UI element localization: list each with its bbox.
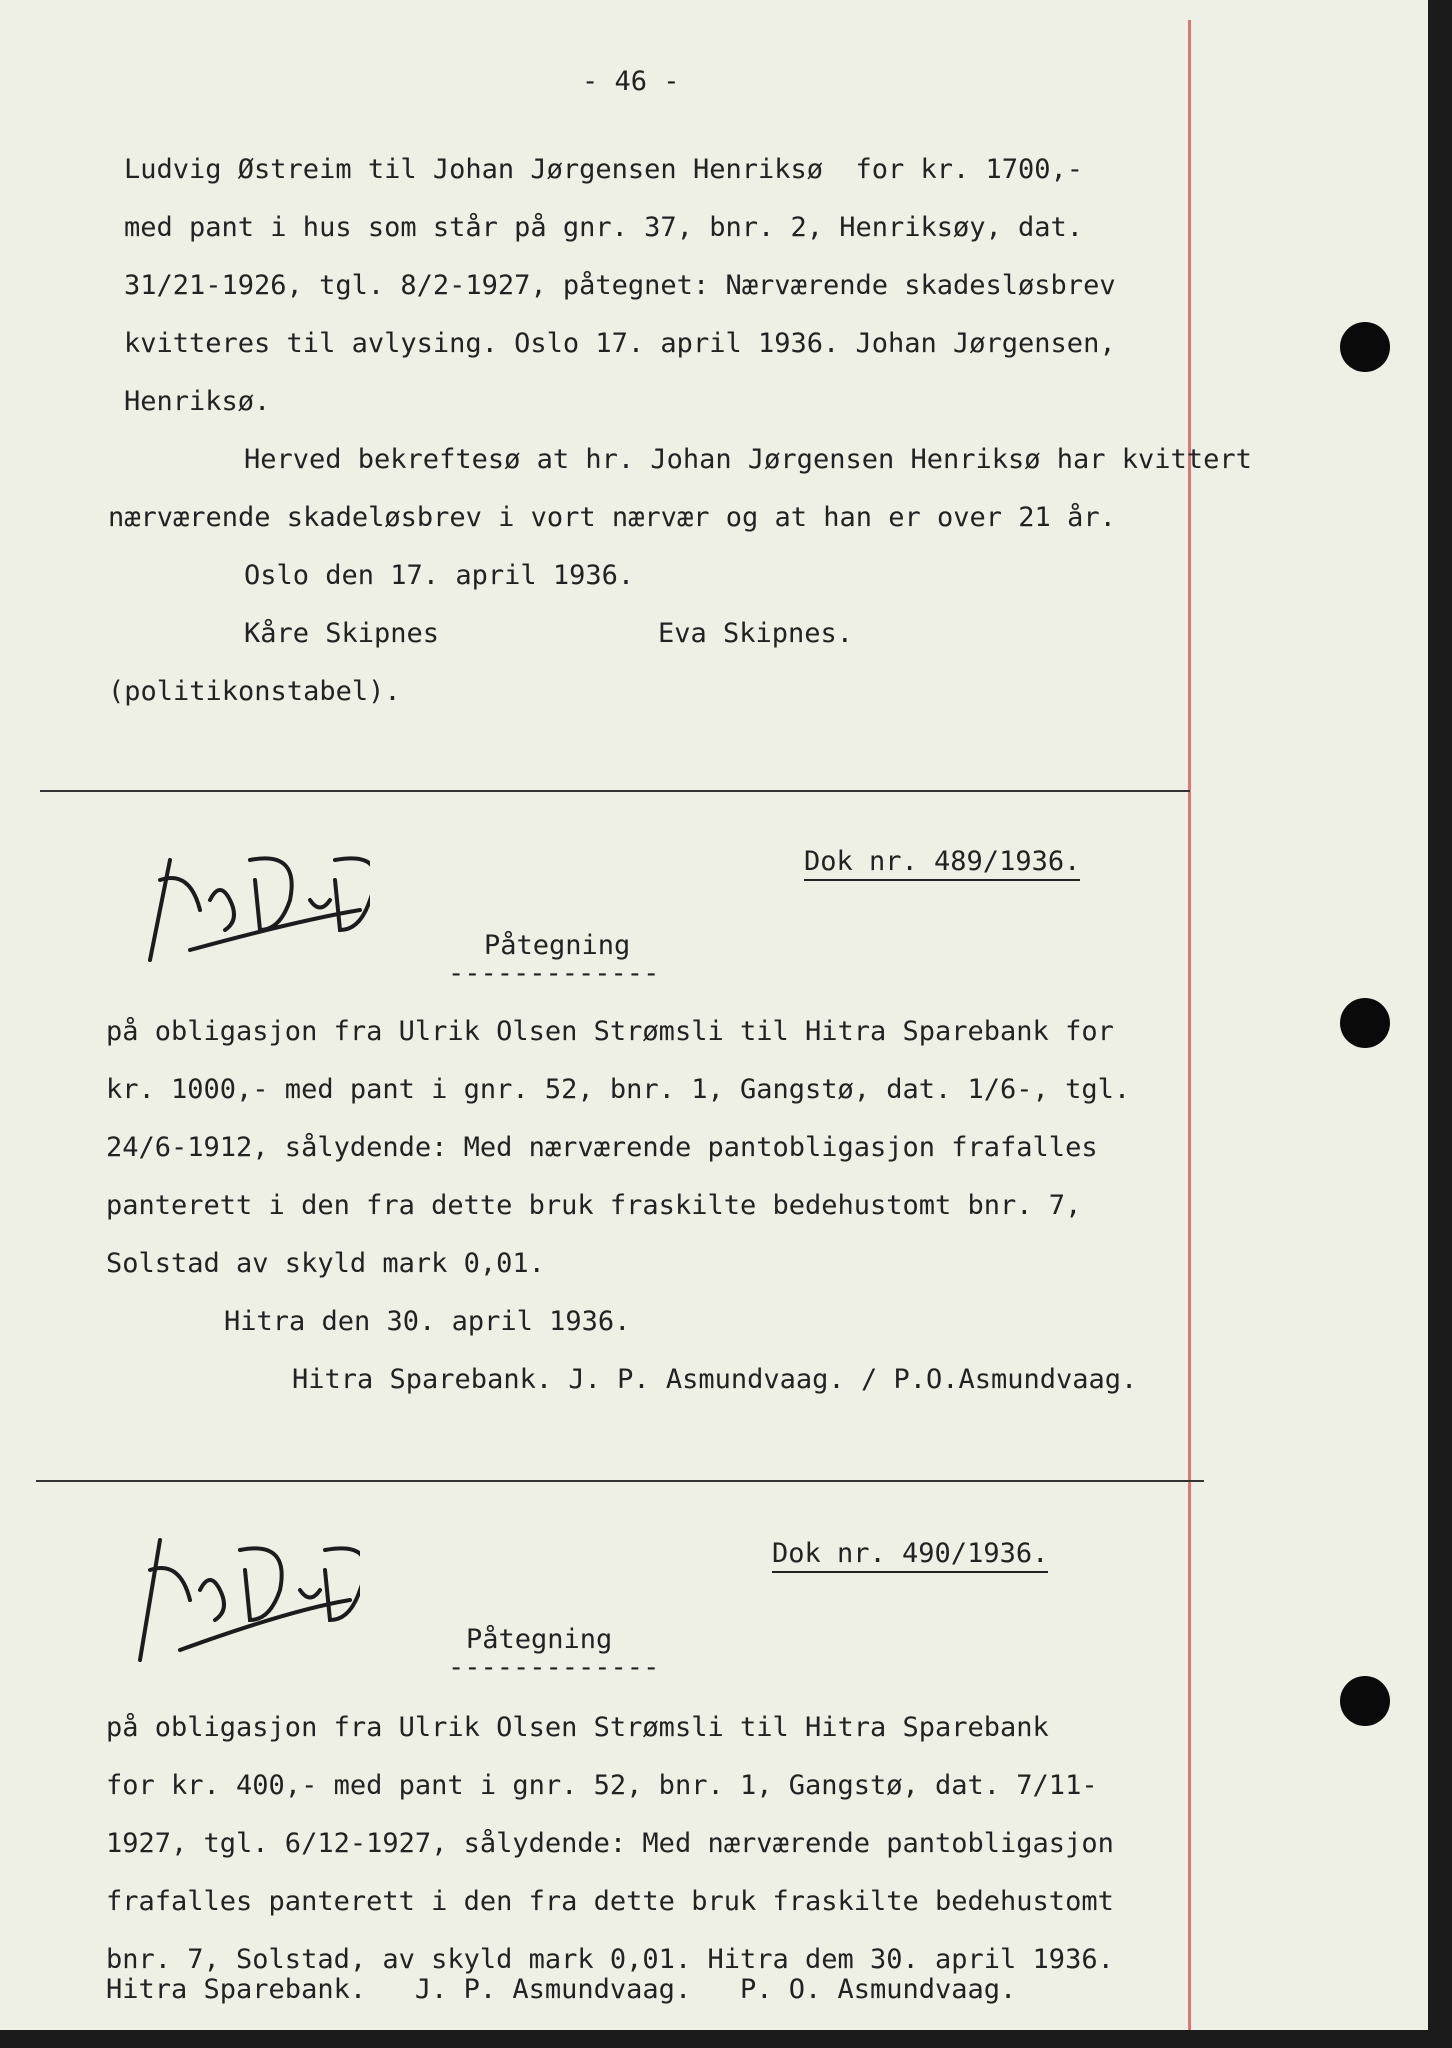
stamp-handwritten-1	[130, 820, 370, 970]
stamp-handwritten-2	[120, 1500, 360, 1670]
punch-hole	[1340, 1676, 1390, 1726]
s1-line-11: (politikonstabel).	[108, 676, 401, 707]
s1-line-2: med pant i hus som står på gnr. 37, bnr. 2, Henriksøy, dat.	[124, 212, 1084, 243]
s3-heading-dashes: -------------	[448, 1652, 660, 1683]
s2-line-2: kr. 1000,- med pant i gnr. 52, bnr. 1, Gangstø, dat. 1/6-, tgl.	[106, 1074, 1131, 1105]
s3-line-4: frafalles panterett i den fra dette bruk fraskilte bedehustomt	[106, 1886, 1114, 1917]
s1-line-8: Oslo den 17. april 1936.	[244, 560, 635, 591]
s3-line-2: for kr. 400,- med pant i gnr. 52, bnr. 1, Gangstø, dat. 7/11-	[106, 1770, 1098, 1801]
s1-line-4: kvitteres til avlysing. Oslo 17. april 1936. Johan Jørgensen,	[124, 328, 1116, 359]
s3-line-5: bnr. 7, Solstad, av skyld mark 0,01. Hitra dem 30. april 1936.	[106, 1944, 1114, 1975]
punch-hole	[1340, 322, 1390, 372]
s3-heading: Påtegning	[466, 1624, 613, 1655]
s2-line-3: 24/6-1912, sålydende: Med nærværende pantobligasjon frafalles	[106, 1132, 1098, 1163]
s2-heading-dashes: -------------	[448, 958, 660, 989]
s2-line-1: på obligasjon fra Ulrik Olsen Strømsli til Hitra Sparebank for	[106, 1016, 1114, 1047]
s1-line-1: Ludvig Østreim til Johan Jørgensen Henriksø for kr. 1700,-	[124, 154, 1084, 185]
s3-line-6: Hitra Sparebank. J. P. Asmundvaag. P. O. Asmundvaag.	[106, 1974, 1017, 2005]
s3-line-3: 1927, tgl. 6/12-1927, sålydende: Med nærværende pantobligasjon	[106, 1828, 1114, 1859]
s2-line-5: Solstad av skyld mark 0,01.	[106, 1248, 545, 1279]
page-number: - 46 -	[582, 66, 680, 97]
s1-signer-2: Eva Skipnes.	[658, 618, 854, 649]
s2-heading: Påtegning	[484, 930, 631, 961]
s1-signer-1: Kåre Skipnes	[244, 618, 440, 649]
s1-line-7: nærværende skadeløsbrev i vort nærvær og at han er over 21 år.	[108, 502, 1116, 533]
section-divider-2	[36, 1480, 1204, 1482]
s1-line-3: 31/21-1926, tgl. 8/2-1927, påtegnet: Nærværende skadesløsbrev	[124, 270, 1116, 301]
s3-line-1: på obligasjon fra Ulrik Olsen Strømsli til Hitra Sparebank	[106, 1712, 1049, 1743]
s1-line-5: Henriksø.	[124, 386, 271, 417]
section-divider-1	[40, 790, 1190, 792]
s2-line-4: panterett i den fra dette bruk fraskilte bedehustomt bnr. 7,	[106, 1190, 1082, 1221]
doc-number-489: Dok nr. 489/1936.	[804, 848, 1080, 881]
s1-line-6: Herved bekreftesø at hr. Johan Jørgensen Henriksø har kvittert	[244, 444, 1252, 475]
s2-line-7: Hitra Sparebank. J. P. Asmundvaag. / P.O.Asmundvaag.	[292, 1364, 1138, 1395]
punch-hole	[1340, 998, 1390, 1048]
s2-line-6: Hitra den 30. april 1936.	[224, 1306, 631, 1337]
doc-number-490: Dok nr. 490/1936.	[772, 1540, 1048, 1573]
margin-rule	[1188, 20, 1191, 2030]
